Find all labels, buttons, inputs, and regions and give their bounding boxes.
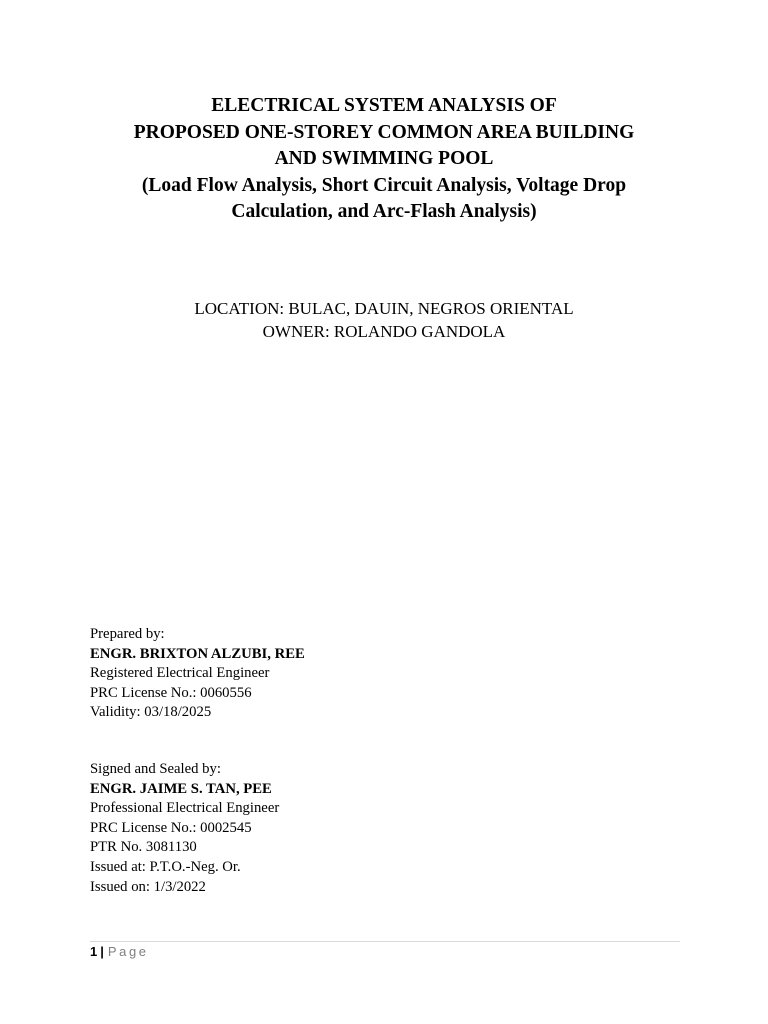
location-text: LOCATION: BULAC, DAUIN, NEGROS ORIENTAL xyxy=(194,299,574,318)
title-line: (Load Flow Analysis, Short Circuit Analysis, Voltage Drop xyxy=(141,174,627,196)
signer-issued-on: Issued on: 1/3/2022 xyxy=(90,878,206,895)
signer-name: ENGR. JAIME S. TAN, PEE xyxy=(90,780,272,797)
page-label: Page xyxy=(107,944,149,959)
title-line: Calculation, and Arc-Flash Analysis) xyxy=(231,201,537,222)
title-line: PROPOSED ONE-STOREY COMMON AREA BUILDING xyxy=(133,121,635,143)
signed-by-block xyxy=(90,760,279,897)
project-info xyxy=(0,297,768,343)
signer-ptr: PTR No. 3081130 xyxy=(90,839,197,856)
owner-text: OWNER: ROLANDO GANDOLA xyxy=(262,322,506,341)
footer-separator: | xyxy=(100,944,104,959)
signer-license: PRC License No.: 0002545 xyxy=(90,819,252,836)
prepared-by-label: Prepared by: xyxy=(90,626,165,642)
signed-by-label: Signed and Sealed by: xyxy=(90,761,221,777)
document-title xyxy=(0,93,768,226)
title-line: ELECTRICAL SYSTEM ANALYSIS OF xyxy=(211,95,557,116)
page-footer xyxy=(90,943,149,961)
prepared-by-block xyxy=(90,625,305,723)
preparer-validity: Validity: 03/18/2025 xyxy=(90,704,212,721)
preparer-license: PRC License No.: 0060556 xyxy=(90,684,252,701)
footer-divider xyxy=(90,941,680,942)
preparer-title: Registered Electrical Engineer xyxy=(90,665,270,682)
title-line: AND SWIMMING POOL xyxy=(274,148,494,169)
page-number: 1 xyxy=(90,944,98,959)
signer-title: Professional Electrical Engineer xyxy=(90,800,280,817)
preparer-name: ENGR. BRIXTON ALZUBI, REE xyxy=(90,645,305,662)
signer-issued-at: Issued at: P.T.O.-Neg. Or. xyxy=(90,858,241,875)
